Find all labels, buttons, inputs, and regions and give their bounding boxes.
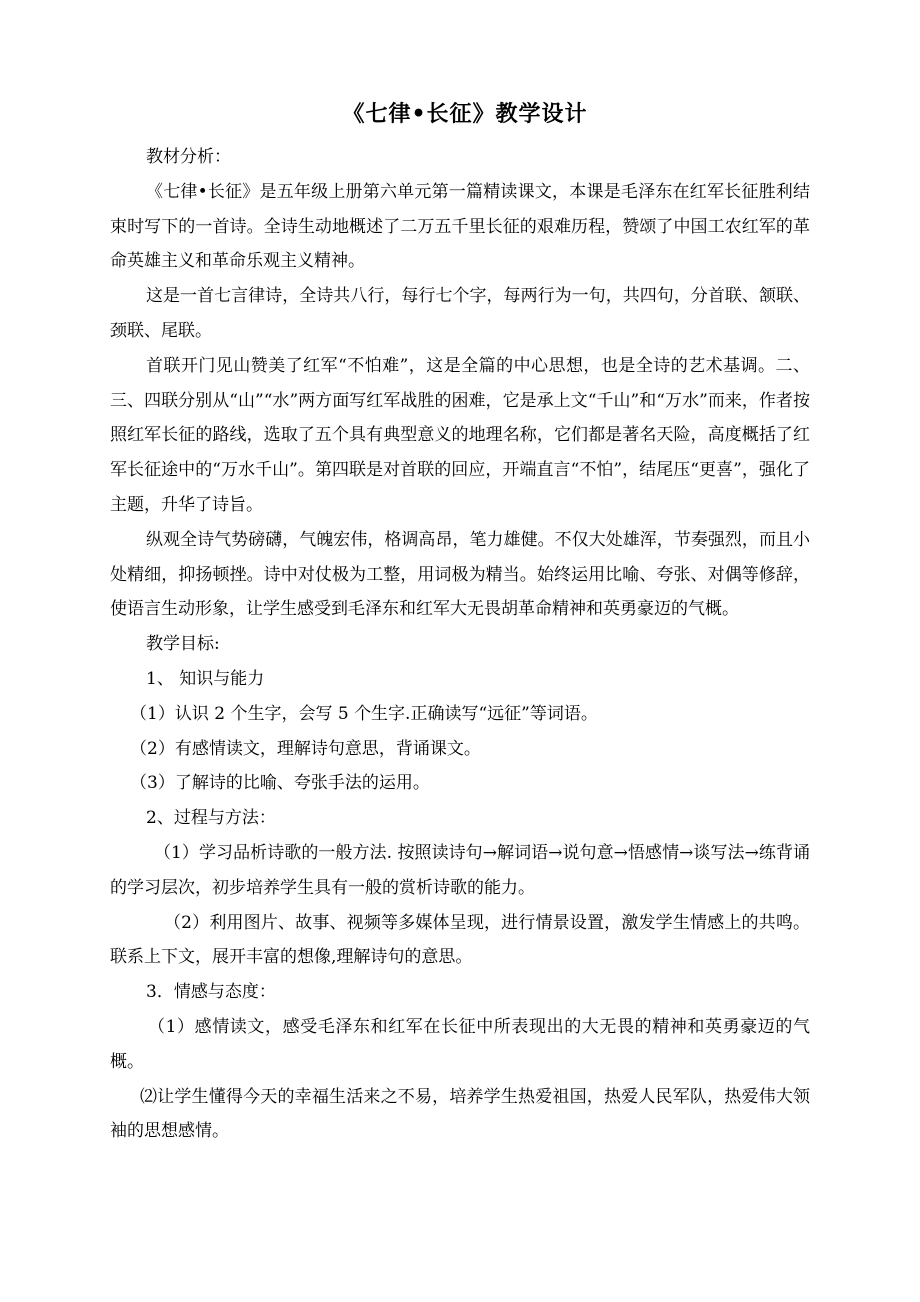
goal-item: （3）了解诗的比喻、夸张手法的运用。 [130, 773, 430, 794]
paragraph-form: 这是一首七言律诗，全诗共八行，每行七个字，每两行为一句，共四句，分首联、颔联、颈联、尾联。 [110, 286, 810, 341]
goal-item: （1）认识 2 个生字，会写 5 个生字.正确读写“远征”等词语。 [130, 703, 598, 724]
document-title: 《七律•长征》教学设计 [342, 101, 588, 127]
document-body [110, 140, 810, 1149]
goal-item: （1）感情读文，感受毛泽东和红军在长征中所表现出的大无畏的精神和英勇豪迈的气概。 [110, 1016, 810, 1072]
section-heading-teaching-goals: 教学目标: [146, 634, 220, 655]
paragraph-overview: 纵观全诗气势磅礴，气魄宏伟，格调高昂，笔力雄健。不仅大处雄浑，节奏强烈，而且小处精细，抑扬顿挫。诗中对仗极为工整，用词极为精当。始终运用比喻、夸张、对偶等修辞，使语言生动形象，让学生感受到毛泽东和红军大无畏胡革命精神和英勇豪迈的气概。 [110, 529, 810, 620]
goal-heading-process: 2、过程与方法： [146, 808, 276, 829]
section-heading-material-analysis: 教材分析： [146, 147, 231, 167]
goal-item: （2）有感情读文，理解诗句意思，背诵课文。 [130, 738, 481, 759]
goal-heading-emotion: 3．情感与态度： [146, 982, 276, 1003]
goal-item: （2）利用图片、故事、视频等多媒体呈现，进行情景设置，激发学生情感上的共鸣。联系上下文，展开丰富的想像,理解诗句的意思。 [110, 912, 810, 968]
goal-heading-knowledge: 1、 知识与能力 [146, 668, 265, 689]
goal-item: ⑵让学生懂得今天的幸福生活来之不易，培养学生热爱祖国，热爱人民军队，热爱伟大领袖的思想感情。 [110, 1086, 810, 1142]
goal-item: （1）学习品析诗歌的一般方法. 按照读诗句→解词语→说句意→悟感情→谈写法→练背诵的学习层次，初步培养学生具有一般的赏析诗歌的能力。 [110, 842, 810, 898]
paragraph-couplets: 首联开门见山赞美了红军“不怕难”，这是全篇的中心思想，也是全诗的艺术基调。二、三、四联分别从“山”“水”两方面写红军战胜的困难，它是承上文“千山”和“万水”而来，作者按照红军长征的路线，选取了五个具有典型意义的地理名称，它们都是著名天险，高度概括了红军长征途中的“万水千山”。第四联是对首联的回应，开端直言“不怕”，结尾压“更喜”，强化了主题，升华了诗旨。 [110, 355, 810, 515]
paragraph-intro: 《七律•长征》是五年级上册第六单元第一篇精读课文，本课是毛泽东在红军长征胜利结束时写下的一首诗。全诗生动地概述了二万五千里长征的艰难历程，赞颂了中国工农红军的革命英雄主义和革命乐观主义精神。 [110, 181, 810, 272]
